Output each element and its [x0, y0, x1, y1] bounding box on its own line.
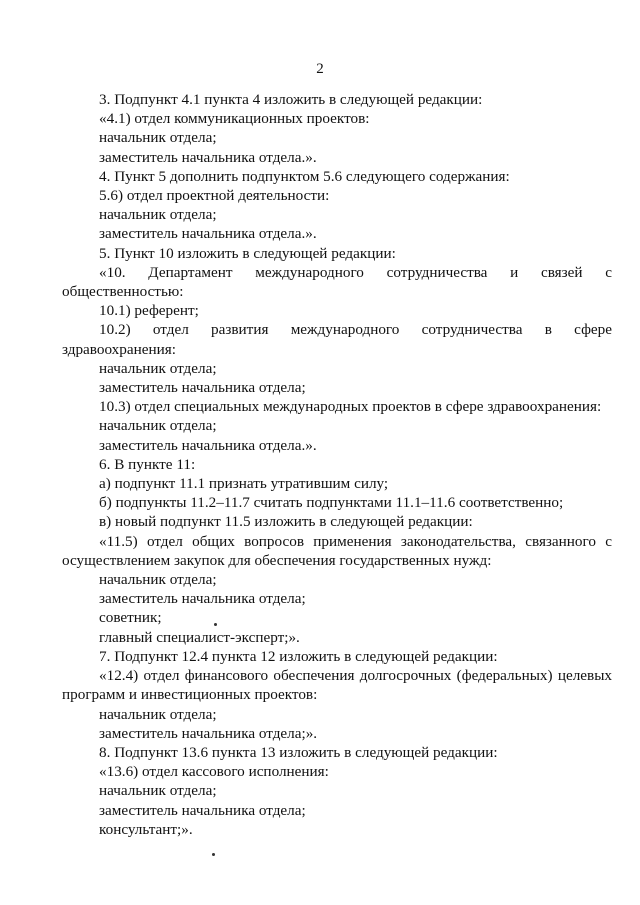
paragraph: начальник отдела; [99, 705, 217, 723]
paragraph: 10.2) отдел развития международного сотрудничества в сфере здравоохранения: [62, 321, 612, 358]
paragraph: «12.4) отдел финансового обеспечения долгосрочных (федеральных) целевых программ и инвестиционных проектов: [62, 667, 612, 704]
paragraph: б) подпункты 11.2–11.7 считать подпунктами 11.1–11.6 соответственно; [99, 494, 564, 512]
paragraph: заместитель начальника отдела.». [99, 148, 317, 166]
paragraph: 5. Пункт 10 изложить в следующей редакции: [99, 244, 396, 262]
scan-speck [212, 853, 215, 856]
paragraph: советник; [99, 609, 162, 627]
paragraph: 4. Пункт 5 дополнить подпунктом 5.6 следующего содержания: [99, 167, 510, 185]
paragraph: 5.6) отдел проектной деятельности: [99, 187, 330, 205]
paragraph: консультант;». [99, 820, 193, 838]
paragraph: 10.1) референт; [99, 302, 199, 320]
paragraph: «13.6) отдел кассового исполнения: [99, 763, 329, 781]
page-number: 2 [316, 61, 324, 77]
paragraph: начальник отдела; [99, 206, 217, 224]
paragraph: начальник отдела; [99, 571, 217, 589]
paragraph: в) новый подпункт 11.5 изложить в следующей редакции: [99, 513, 473, 531]
paragraph: главный специалист-эксперт;». [99, 628, 300, 646]
paragraph: 10.3) отдел специальных международных проектов в сфере здравоохранения: [99, 398, 602, 416]
paragraph: начальник отдела; [99, 359, 217, 377]
paragraph: заместитель начальника отдела; [99, 801, 306, 819]
paragraph: начальник отдела; [99, 129, 217, 147]
document-body [62, 90, 612, 839]
paragraph: начальник отдела; [99, 782, 217, 800]
paragraph: заместитель начальника отдела;». [99, 724, 318, 742]
scan-speck [214, 623, 217, 626]
paragraph: начальник отдела; [99, 417, 217, 435]
paragraph: 7. Подпункт 12.4 пункта 12 изложить в следующей редакции: [99, 647, 498, 665]
paragraph: «11.5) отдел общих вопросов применения законодательства, связанного с осуществлением закупок для обеспечения государственных нужд: [62, 532, 612, 569]
paragraph: 8. Подпункт 13.6 пункта 13 изложить в следующей редакции: [99, 743, 498, 761]
paragraph: 3. Подпункт 4.1 пункта 4 изложить в следующей редакции: [99, 91, 483, 108]
paragraph: «4.1) отдел коммуникационных проектов: [99, 110, 370, 128]
paragraph: заместитель начальника отдела; [99, 590, 306, 608]
paragraph: 6. В пункте 11: [99, 455, 196, 473]
paragraph: «10. Департамент международного сотрудничества и связей с общественностью: [62, 263, 612, 301]
paragraph: заместитель начальника отдела.». [99, 436, 317, 454]
paragraph: заместитель начальника отдела.». [99, 225, 317, 243]
paragraph: заместитель начальника отдела; [99, 379, 306, 397]
paragraph: а) подпункт 11.1 признать утратившим силу; [99, 475, 389, 493]
